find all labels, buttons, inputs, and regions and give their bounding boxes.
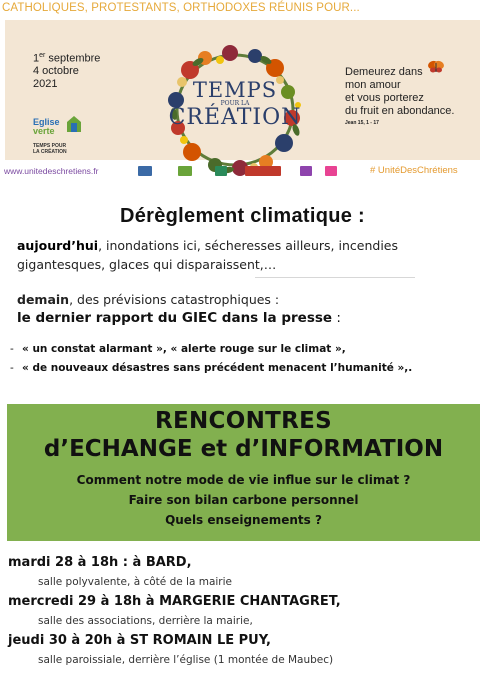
date-sup: er xyxy=(39,52,46,59)
date-year: 2021 xyxy=(33,77,58,90)
meeting-item xyxy=(8,553,483,592)
meeting-place: salle paroissiale, derrière l’église (1 montée de Maubec) xyxy=(38,654,334,666)
future-label: demain xyxy=(17,292,70,307)
poster-banner xyxy=(0,0,485,185)
event-box xyxy=(7,404,480,541)
website-link[interactable]: www.unitedeschretiens.fr xyxy=(4,166,99,176)
partner-logo-5 xyxy=(300,166,312,176)
eglise-logo-line1: Eglise xyxy=(33,117,60,127)
today-text: , inondations ici, sécheresses ailleurs, incendies gigantesques, glaces qui disparaissent,… xyxy=(17,238,398,272)
church-house-icon xyxy=(67,116,81,132)
today-label: aujourd’hui xyxy=(17,238,99,253)
verse-line1: Demeurez dans xyxy=(345,66,423,78)
question-item: Faire son bilan carbone personnel xyxy=(128,493,359,507)
title-temps: TEMPS xyxy=(192,78,278,102)
meeting-when-where: mercredi 29 à 18h à MARGERIE CHANTAGRET, xyxy=(8,594,341,609)
partner-logo-4 xyxy=(245,166,281,176)
banner-card xyxy=(5,20,480,160)
event-dates xyxy=(33,50,100,90)
date-day: 1 xyxy=(33,52,40,65)
report-line: le dernier rapport du GIEC dans la presse xyxy=(17,310,333,326)
meeting-when-where: mardi 28 à 18h : à BARD, xyxy=(8,555,192,570)
tpc-logo-line2: LA CRÉATION xyxy=(33,148,67,155)
hashtag: # UnitéDesChrétiens xyxy=(370,165,458,176)
bible-verse xyxy=(345,66,454,126)
flower-wreath xyxy=(160,40,310,180)
event-questions xyxy=(7,470,480,530)
tpc-logo-line1: TEMPS POUR xyxy=(33,143,67,149)
today-paragraph xyxy=(17,236,477,274)
meeting-list xyxy=(8,553,483,670)
event-title-line1: RENCONTRES xyxy=(154,408,333,434)
partner-logo-3 xyxy=(215,166,227,176)
title-creation: CRÉATION xyxy=(168,105,302,130)
date-end: 4 octobre xyxy=(33,65,79,78)
divider xyxy=(255,277,415,278)
title-pour-la: POUR LA xyxy=(220,100,250,107)
eglise-logo-line2: verte xyxy=(33,126,55,136)
meeting-place: salle des associations, derrière la mairie, xyxy=(38,615,253,627)
quote-text: « un constat alarmant », « alerte rouge sur le climat », xyxy=(22,343,346,355)
future-text: , des prévisions catastrophiques : xyxy=(69,292,280,307)
butterfly-icon xyxy=(428,60,444,74)
verse-line3: et vous porterez xyxy=(345,92,424,104)
climate-title: Dérèglement climatique : xyxy=(119,205,366,227)
future-paragraph xyxy=(17,290,482,328)
partner-logo-2 xyxy=(178,166,192,176)
partner-logo-6 xyxy=(325,166,337,176)
partner-logo-1 xyxy=(138,166,152,176)
banner-main-title xyxy=(160,78,310,130)
meeting-when-where: jeudi 30 à 20h à ST ROMAIN LE PUY, xyxy=(8,633,271,648)
meeting-item xyxy=(8,592,483,631)
banner-footer xyxy=(0,162,485,184)
temps-creation-logo xyxy=(33,144,67,155)
verse-line2: mon amour xyxy=(345,79,401,91)
event-title-line2: d’ECHANGE et d’INFORMATION xyxy=(43,436,444,462)
press-quotes xyxy=(10,340,485,378)
list-item: - « de nouveaux désastres sans précédent menacent l’humanité »,. xyxy=(10,362,413,374)
question-item: Quels enseignements ? xyxy=(165,513,322,527)
quote-text: « de nouveaux désastres sans précédent menacent l’humanité »,. xyxy=(22,362,413,374)
banner-top-text: CATHOLIQUES, PROTESTANTS, ORTHODOXES RÉUNIS POUR... xyxy=(2,2,360,14)
verse-line4: du fruit en abondance. xyxy=(345,105,455,117)
question-item: Comment notre mode de vie influe sur le climat ? xyxy=(76,473,411,487)
date-month: septembre xyxy=(45,52,101,65)
verse-reference: Jean 15, 1 - 17 xyxy=(345,120,379,126)
list-item: - « un constat alarmant », « alerte rouge sur le climat », xyxy=(10,343,346,355)
report-colon: : xyxy=(332,310,341,326)
meeting-place: salle polyvalente, à côté de la mairie xyxy=(38,576,232,588)
meeting-item xyxy=(8,631,483,670)
eglise-verte-logo xyxy=(33,118,81,136)
